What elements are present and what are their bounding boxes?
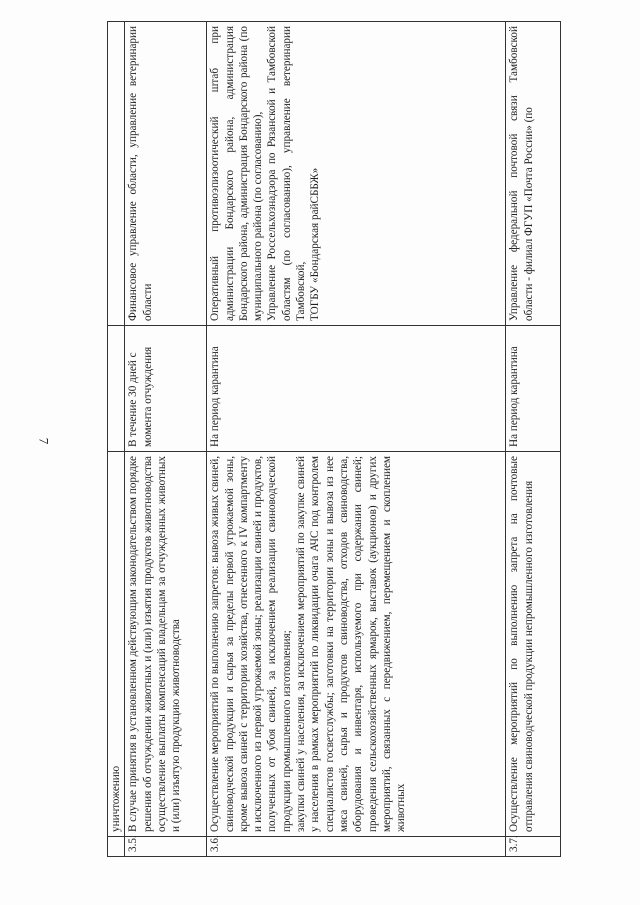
table-row xyxy=(506,22,561,857)
row-number: 3.6. xyxy=(207,837,506,857)
action-cell: Осуществление мероприятий по выполнению запретов: вывоза живых свиней, свиноводческой продукции и сырья за пределы первой угрожаемой зоны, кроме вывоза свиней с территории хозяйства, отнесенного к IV компартменту и исключенного из первой угрожаемой зоны; реализации свиней и продуктов, полученных от убоя свиней, за исключением реализации свиноводческой продукции промышленного изготовления; закупки свиней у населения, за исключением мероприятий по закупке свиней у населения в рамках мероприятий по ликвидации очага АЧС под контролем специалистов госветслужбы; заготовки на территории зоны и вывоза из нее мяса свиней, сырья и продуктов свиноводства, отходов свиноводства, оборудования и инвентаря, используемого при содержании свиней; проведения сельскохозяйственных ярмарок, выставок (аукционов) и других мероприятий, связанных с передвижением, перемещением и скоплением животных xyxy=(207,452,506,837)
row-number xyxy=(108,837,125,857)
term-cell: В течение 30 дней с момента отчуждения xyxy=(125,326,207,452)
action-cell: уничтожению xyxy=(108,452,125,837)
page-number: 7 xyxy=(36,437,52,445)
row-number: 3.5. xyxy=(125,837,207,857)
action-cell: В случае принятия в установленном действующим законодательством порядке решения об отчуждении животных и (или) изъятия продуктов животноводства осуществление выплаты компенсаций владельцам за отчужденных животных и (или) изъятую продукцию животноводства xyxy=(125,452,207,837)
table-row xyxy=(108,22,125,857)
executor-cell: Управление федеральной почтовой связи Тамбовской области - филиал ФГУП «Почта России» (по xyxy=(506,22,561,326)
table-row xyxy=(207,22,506,857)
rotated-table-container xyxy=(107,22,557,857)
term-cell: На период карантина xyxy=(506,326,561,452)
term-cell xyxy=(108,326,125,452)
executor-cell: Оперативный противоэпизоотический штаб при администрации Бондарского района, администрация Бондарского района, администрация Бондарского района (по муниципального района (по согласованию), Управление Россельхознадзора по Рязанской и Тамбовской областям (по согласованию), управление ветеринарии Тамбовской, ТОГБУ «Бондарская райСББЖ» xyxy=(207,22,506,326)
executor-cell: Финансовое управление области, управление ветеринарии области xyxy=(125,22,207,326)
measures-table xyxy=(107,21,561,857)
action-cell: Осуществление мероприятий по выполнению запрета на почтовые отправления свиноводческой продукции непромышленного изготовления xyxy=(506,452,561,837)
executor-cell xyxy=(108,22,125,326)
table-row xyxy=(125,22,207,857)
term-cell: На период карантина xyxy=(207,326,506,452)
row-number: 3.7. xyxy=(506,837,561,857)
